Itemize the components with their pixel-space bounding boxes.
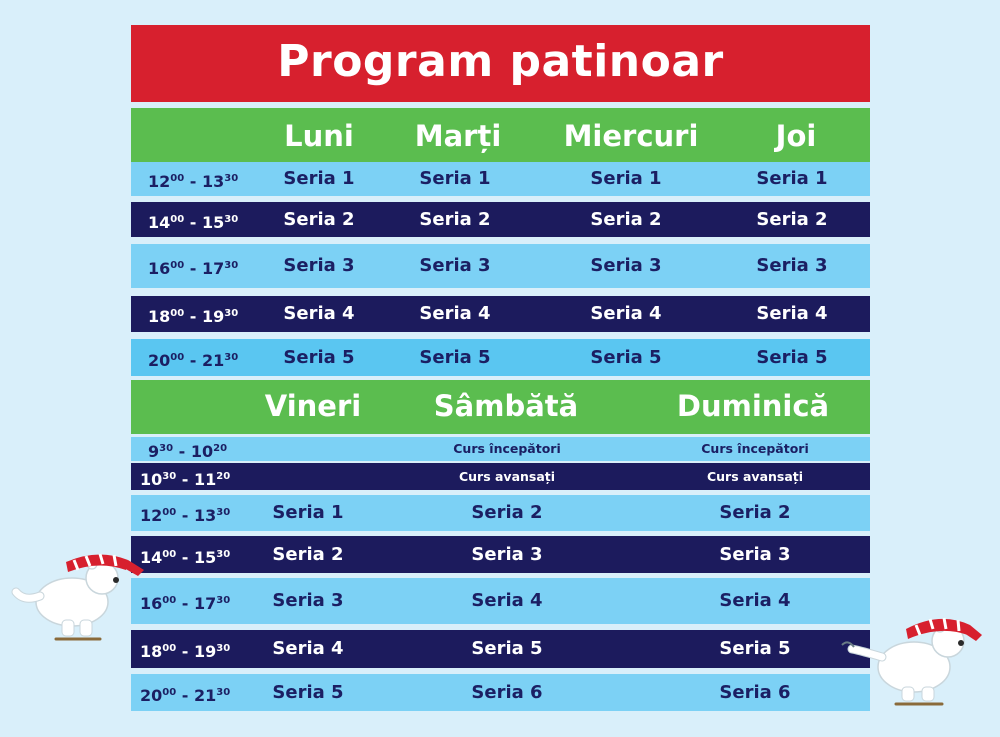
session-cell: Seria 3 [756,255,828,276]
session-cell: Seria 3 [471,544,543,565]
session-cell: Seria 2 [756,209,828,230]
time-end-h: 19 [193,642,217,661]
time-start-m: 00 [170,352,185,363]
time-end-m: 30 [224,260,239,271]
time-end-m: 30 [216,643,231,654]
table-row [131,463,870,490]
time-end-m: 30 [216,507,231,518]
time-start-h: 12 [140,506,163,525]
day-header-saturday: Sâmbătă [433,389,579,423]
session-cell: Seria 3 [272,590,344,611]
time-start-m: 00 [170,308,185,319]
session-cell: Seria 3 [719,544,791,565]
time-end-h: 17 [201,259,225,278]
polar-bear-skater-icon [10,540,150,645]
time-slot: $16^{00} - 17^{30}$ [140,594,231,613]
time-slot: $18^{00} - 19^{30}$ [140,642,231,661]
time-end-m: 30 [224,308,239,319]
session-cell: Seria 6 [719,682,791,703]
session-cell: Seria 1 [272,502,344,523]
table-row [131,244,870,288]
session-cell: Seria 5 [283,347,355,368]
time-start-m: 00 [170,260,185,271]
session-cell: Seria 1 [590,168,662,189]
time-start-m: 30 [162,471,177,482]
time-end-h: 13 [201,172,225,191]
session-cell: Seria 1 [283,168,355,189]
day-header-thursday: Joi [775,119,817,153]
session-cell: Seria 4 [590,303,662,324]
time-end-h: 17 [193,594,217,613]
time-end-h: 15 [193,548,217,567]
time-end-m: 20 [213,443,228,454]
time-end-h: 11 [193,470,217,489]
session-cell: Seria 1 [756,168,828,189]
session-cell: Seria 3 [283,255,355,276]
session-cell: Seria 4 [272,638,344,659]
session-cell: Seria 2 [719,502,791,523]
time-slot: $14^{00} - 15^{30}$ [148,213,239,232]
time-end-m: 30 [216,549,231,560]
time-slot: $20^{00} - 21^{30}$ [140,686,231,705]
time-slot: $14^{00} - 15^{30}$ [140,548,231,567]
table-row [131,536,870,573]
time-end-m: 20 [216,471,231,482]
time-start-h: 14 [148,213,171,232]
table-row [131,202,870,237]
time-end-m: 30 [216,687,231,698]
time-start-h: 16 [140,594,163,613]
page-title: Program patinoar [131,25,870,102]
session-cell: Seria 5 [419,347,491,368]
table-row [131,495,870,531]
session-cell: Seria 5 [272,682,344,703]
time-start-h: 20 [140,686,163,705]
session-cell: Seria 2 [419,209,491,230]
session-cell: Seria 6 [471,682,543,703]
table-row [131,296,870,332]
time-end-h: 21 [193,686,217,705]
time-start-h: 14 [140,548,163,567]
weekend-header [131,380,870,434]
time-start-m: 00 [170,214,185,225]
time-start-h: 18 [140,642,163,661]
time-end-h: 10 [190,442,214,461]
table-row [131,339,870,376]
session-cell: Seria 2 [272,544,344,565]
time-slot: $20^{00} - 21^{30}$ [148,351,239,370]
session-cell: Curs avansați [706,469,804,484]
time-slot: $16^{00} - 17^{30}$ [148,259,239,278]
time-end-h: 13 [193,506,217,525]
time-end-m: 30 [216,595,231,606]
day-header-friday: Vineri [264,389,362,423]
weekday-header [131,108,870,164]
time-start-h: 20 [148,351,171,370]
table-row [131,162,870,196]
day-header-tuesday: Marți [414,119,502,153]
day-header-wednesday: Miercuri [563,119,699,153]
session-cell: Seria 2 [471,502,543,523]
session-cell: Seria 1 [419,168,491,189]
session-cell: Seria 4 [471,590,543,611]
session-cell: Seria 4 [756,303,828,324]
time-start-m: 30 [159,443,174,454]
time-start-h: 9 [148,442,160,461]
time-start-h: 10 [140,470,163,489]
time-start-h: 16 [148,259,171,278]
session-cell: Seria 4 [719,590,791,611]
time-start-m: 00 [162,643,177,654]
time-slot: $9^{30} - 10^{20}$ [148,442,228,461]
time-start-h: 12 [148,172,171,191]
time-end-h: 15 [201,213,225,232]
time-start-h: 18 [148,307,171,326]
table-row [131,437,870,461]
time-start-m: 00 [162,507,177,518]
table-row [131,674,870,711]
session-cell: Seria 3 [419,255,491,276]
session-cell: Seria 3 [590,255,662,276]
table-row [131,578,870,624]
session-cell: Seria 5 [719,638,791,659]
time-start-m: 00 [162,595,177,606]
time-end-h: 21 [201,351,225,370]
day-header-monday: Luni [284,119,354,153]
session-cell: Seria 2 [590,209,662,230]
session-cell: Seria 5 [756,347,828,368]
polar-bear-skater-icon [836,605,986,710]
time-slot: $12^{00} - 13^{30}$ [148,172,239,191]
time-end-m: 30 [224,173,239,184]
day-header-sunday: Duminică [676,389,830,423]
session-cell: Curs începători [453,441,561,456]
time-end-m: 30 [224,352,239,363]
session-cell: Seria 5 [590,347,662,368]
session-cell: Curs începători [701,441,809,456]
time-slot: $12^{00} - 13^{30}$ [140,506,231,525]
table-row [131,630,870,668]
time-start-m: 00 [170,173,185,184]
session-cell: Seria 5 [471,638,543,659]
time-slot: $18^{00} - 19^{30}$ [148,307,239,326]
time-slot: $10^{30} - 11^{20}$ [140,470,231,489]
session-cell: Seria 4 [283,303,355,324]
time-start-m: 00 [162,549,177,560]
time-start-m: 00 [162,687,177,698]
time-end-m: 30 [224,214,239,225]
time-end-h: 19 [201,307,225,326]
session-cell: Seria 4 [419,303,491,324]
session-cell: Seria 2 [283,209,355,230]
session-cell: Curs avansați [458,469,556,484]
